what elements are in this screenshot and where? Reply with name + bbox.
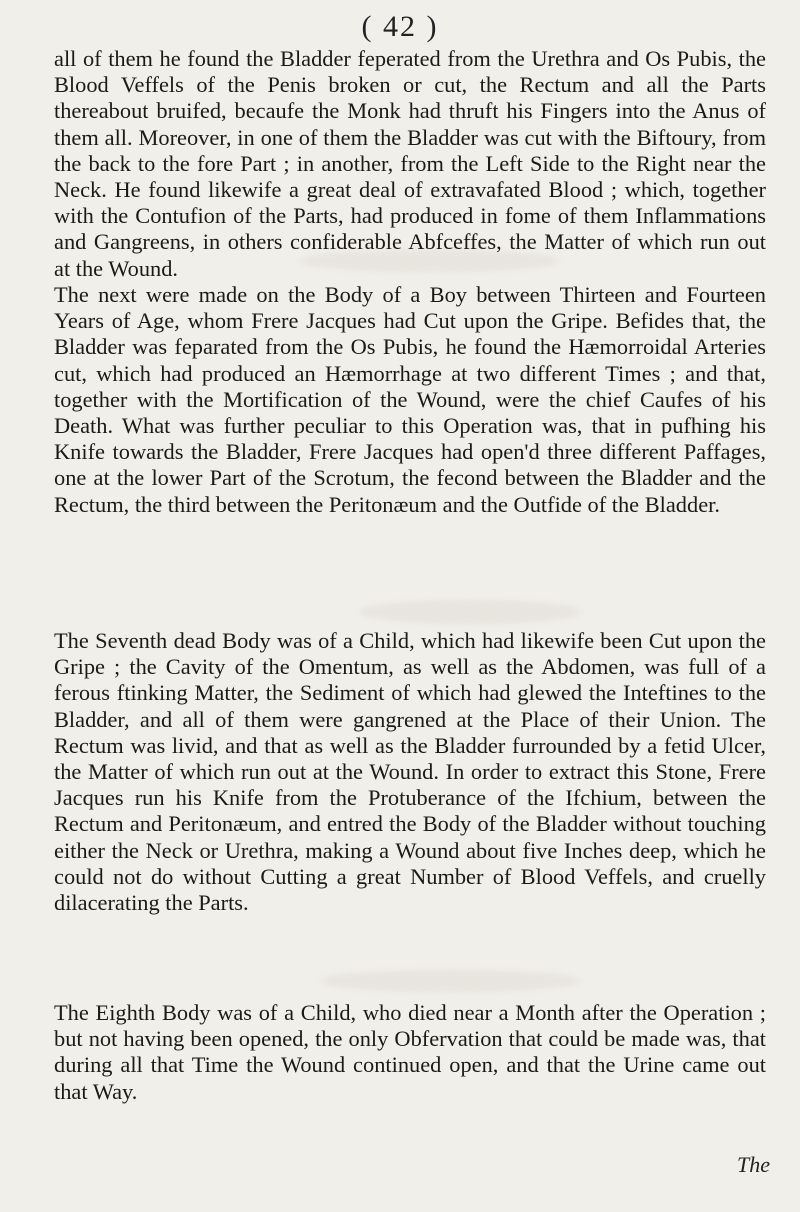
catchword: The (737, 1152, 770, 1177)
paragraph-text: The next were made on the Body of a Boy between Thirteen and Fourteen Years of Age, whom Frere Jacques had Cut upon the Gripe. Befides that, the Bladder was feparated from the Os Pubis, he found the Hæmorroidal Arteries cut, which had produced an Hæmorrhage at two different Times ; and that, together with the Mortification of the Wound, were the chief Caufes of his Death. What was further peculiar to this Operation was, that in pufhing his Knife towards the Bladder, Frere Jacques had open'd three different Paffages, one at the lower Part of the Scrotum, the fecond between the Bladder and the Rectum, the third between the Peritonæum and the Outfide of the Bladder. (54, 282, 766, 517)
paragraph-text: The Eighth Body was of a Child, who died near a Month after the Operation ; but not having been opened, the only Obfervation that could be made was, that during all that Time the Wound continued open, and that the Urine came out that Way. (54, 1000, 766, 1104)
paragraph-4 (54, 1000, 766, 1105)
paragraph-3 (54, 628, 766, 916)
paragraph-2 (54, 282, 766, 518)
page-number: ( 42 ) (361, 10, 439, 43)
paragraph-text: all of them he found the Bladder feperated from the Urethra and Os Pubis, the Blood Veffels of the Penis broken or cut, the Rectum and all the Parts thereabout bruifed, becaufe the Monk had thruft his Fingers into the Anus of them all. Moreover, in one of them the Bladder was cut with the Biftoury, from the back to the fore Part ; in another, from the Left Side to the Right near the Neck. He found likewife a great deal of extravafated Blood ; which, together with the Contufion of the Parts, had produced in fome of them Inflammations and Gangreens, in others confiderable Abfceffes, the Matter of which run out at the Wound. (54, 46, 766, 281)
paragraph-text: The Seventh dead Body was of a Child, which had likewife been Cut upon the Gripe ; the Cavity of the Omentum, as well as the Abdomen, was full of a ferous ftinking Matter, the Sediment of which had glewed the Inteftines to the Bladder, and all of them were gangrened at the Place of their Union. The Rectum was livid, and that as well as the Bladder furrounded by a fetid Ulcer, the Matter of which run out at the Wound. In order to extract this Stone, Frere Jacques run his Knife from the Protuberance of the Ifchium, between the Rectum and Peritonæum, and entred the Body of the Bladder without touching either the Neck or Urethra, making a Wound about five Inches deep, which he could not do without Cutting a great Number of Blood Veffels, and cruelly dilacerating the Parts. (54, 628, 766, 916)
paragraph-1 (54, 46, 766, 282)
paper-stain (360, 600, 580, 624)
paper-stain (320, 970, 580, 992)
